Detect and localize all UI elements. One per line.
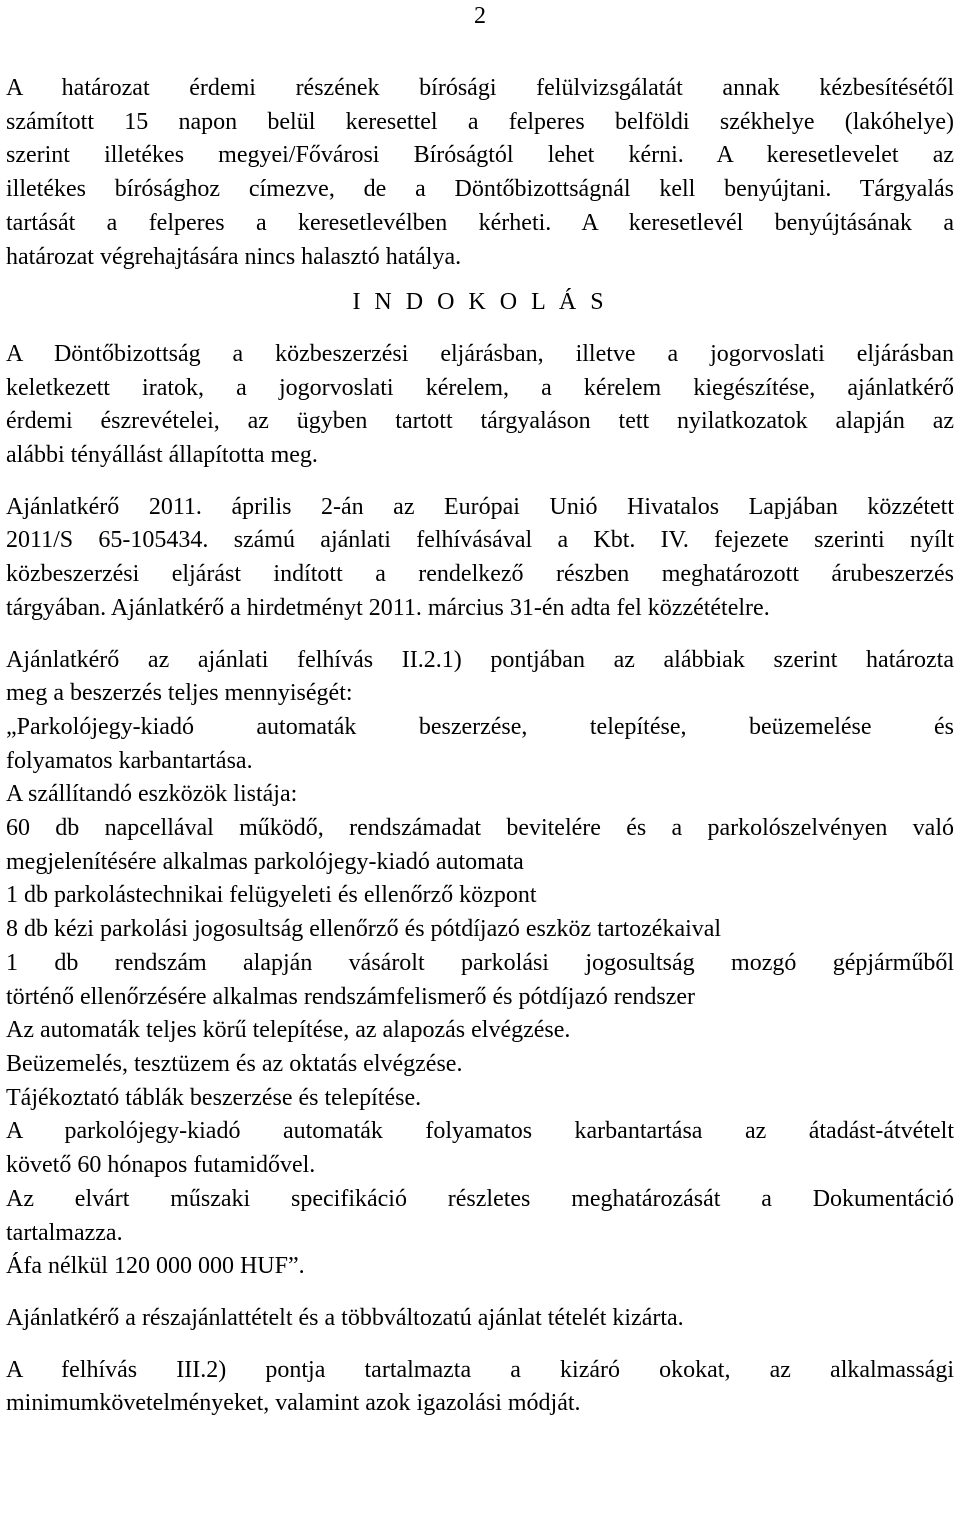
section-heading: I N D O K O L Á S — [352, 289, 608, 316]
text-line: A parkolójegy-kiadó automaták folyamatos karbantartása az átadást-átvételt — [6, 1118, 954, 1145]
text-line: tartását a felperes a keresetlevélben kérheti. A keresetlevél benyújtásának a — [6, 209, 954, 236]
document-body — [6, 72, 954, 1421]
text-line: határozat végrehajtására nincs halasztó hatálya. — [6, 243, 462, 270]
exclusion-paragraph — [6, 1354, 954, 1421]
text-line: Ajánlatkérő az ajánlati felhívás II.2.1) pontjában az alábbiak szerint határozta — [6, 646, 954, 673]
appeal-paragraph — [6, 72, 954, 274]
text-line: 1 db parkolástechnikai felügyeleti és ellenőrző központ — [6, 882, 537, 909]
text-line: Az elvárt műszaki specifikáció részletes meghatározását a Dokumentáció — [6, 1185, 954, 1212]
text-line: történő ellenőrzésére alkalmas rendszámfelismerő és pótdíjazó rendszer — [6, 983, 696, 1010]
text-line: Ajánlatkérő 2011. április 2-án az Európai Unió Hivatalos Lapjában közzétett — [6, 493, 954, 520]
text-line: meg a beszerzés teljes mennyiségét: — [6, 680, 353, 707]
text-line: alábbi tényállást állapította meg. — [6, 442, 318, 469]
text-line: Áfa nélkül 120 000 000 HUF”. — [6, 1253, 305, 1280]
text-line: folyamatos karbantartása. — [6, 747, 253, 774]
text-line: Az automaták teljes körű telepítése, az alapozás elvégzése. — [6, 1017, 571, 1044]
text-line: számított 15 napon belül keresettel a felperes belföldi székhelye (lakóhelye) — [6, 108, 954, 135]
text-line: Tájékoztató táblák beszerzése és telepítése. — [6, 1084, 422, 1111]
text-line: érdemi észrevételei, az ügyben tartott tárgyaláson tett nyilatkozatok alapján az — [6, 408, 954, 435]
text-line: minimumkövetelményeket, valamint azok igazolási módját. — [6, 1390, 581, 1417]
text-line: A Döntőbizottság a közbeszerzési eljárásban, illetve a jogorvoslati eljárásban — [6, 340, 954, 367]
text-line: megjelenítésére alkalmas parkolójegy-kiadó automata — [6, 848, 524, 875]
text-line: 1 db rendszám alapján vásárolt parkolási jogosultság mozgó gépjárműből — [6, 949, 954, 976]
text-line: közbeszerzési eljárást indított a rendelkező részben meghatározott árubeszerzés — [6, 561, 954, 588]
text-line: A határozat érdemi részének bírósági felülvizsgálatát annak kézbesítésétől — [6, 75, 954, 101]
text-line: 8 db kézi parkolási jogosultság ellenőrző és pótdíjazó eszköz tartozékaival — [6, 916, 722, 943]
text-line: szerint illetékes megyei/Fővárosi Bíróságtól lehet kérni. A keresetlevelet az — [6, 142, 954, 169]
text-line: tárgyában. Ajánlatkérő a hirdetményt 2011. március 31-én adta fel közzétételre. — [6, 594, 770, 621]
page-number: 2 — [474, 3, 486, 29]
text-line: követő 60 hónapos futamidővel. — [6, 1152, 316, 1179]
text-line: keletkezett iratok, a jogorvoslati kérelem, a kérelem kiegészítése, ajánlatkérő — [6, 374, 954, 401]
text-line: A felhívás III.2) pontja tartalmazta a kizáró okokat, az alkalmassági — [6, 1356, 954, 1383]
text-line: „Parkolójegy-kiadó automaták beszerzése, telepítése, beüzemelése és — [6, 713, 954, 740]
text-line: illetékes bírósághoz címezve, de a Döntőbizottságnál kell benyújtani. Tárgyalás — [6, 176, 954, 203]
text-line: Beüzemelés, tesztüzem és az oktatás elvégzése. — [6, 1050, 463, 1077]
text-line: tartalmazza. — [6, 1219, 123, 1246]
partial-offer-paragraph — [6, 1302, 954, 1336]
quantity-paragraph — [6, 644, 954, 1284]
text-line: 60 db napcellával működő, rendszámadat bevitelére és a parkolószelvényen való — [6, 815, 954, 842]
text-line: A szállítandó eszközök listája: — [6, 781, 298, 808]
facts-paragraph — [6, 338, 954, 473]
text-line: 2011/S 65-105434. számú ajánlati felhívásával a Kbt. IV. fejezete szerinti nyílt — [6, 527, 954, 554]
tender-paragraph — [6, 491, 954, 626]
text-line: Ajánlatkérő a részajánlattételt és a többváltozatú ajánlat tételét kizárta. — [6, 1304, 684, 1331]
